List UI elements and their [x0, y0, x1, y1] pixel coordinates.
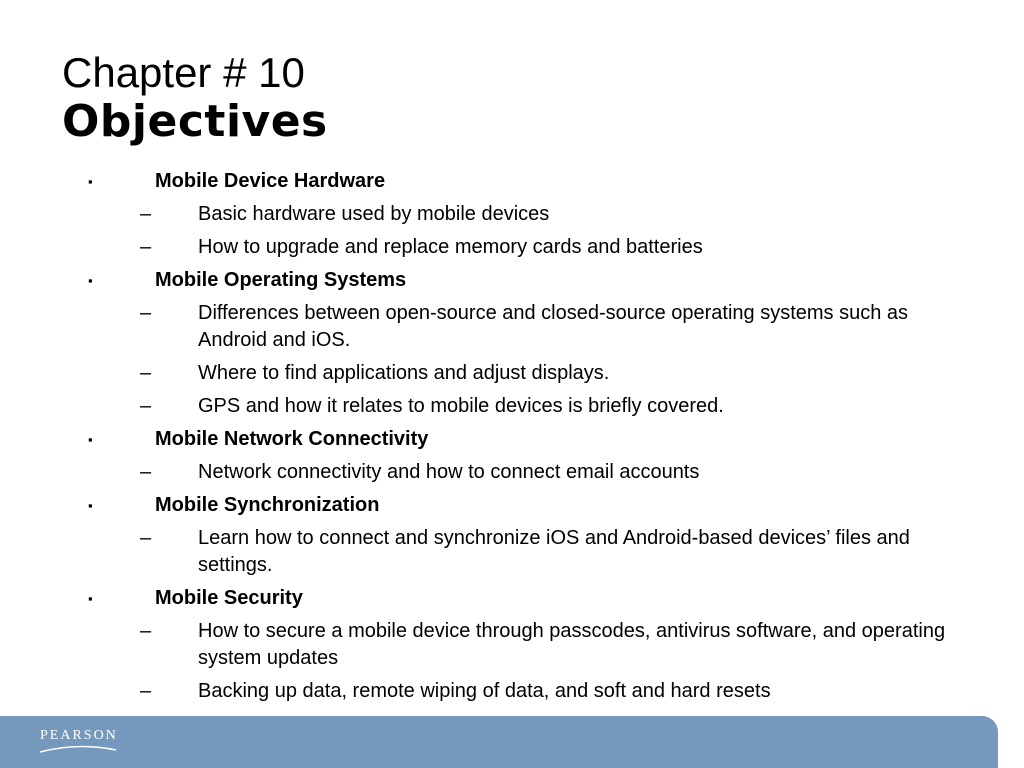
dash-bullet-icon: – [140, 527, 152, 549]
point-item [0, 300, 1024, 354]
point-item [0, 678, 1024, 705]
square-bullet-icon: ▪ [88, 273, 93, 288]
dash-bullet-icon: – [140, 362, 152, 384]
point-text: Differences between open-source and closed-source operating systems such as Android and iOS. [198, 302, 909, 351]
dash-bullet-icon: – [140, 236, 152, 258]
point-item [0, 525, 1024, 579]
dash-bullet-icon: – [140, 302, 152, 324]
topic-item [0, 492, 1024, 519]
point-text: How to secure a mobile device through passcodes, antivirus software, and operating system updates [198, 620, 946, 669]
objectives-list [0, 168, 1024, 711]
dash-bullet-icon: – [140, 461, 152, 483]
footer-bar [0, 716, 998, 768]
square-bullet-icon: ▪ [88, 174, 93, 189]
topic-label: Mobile Security [155, 587, 303, 609]
point-text: Where to find applications and adjust displays. [198, 362, 610, 384]
topic-label: Mobile Operating Systems [155, 269, 407, 291]
topic-item [0, 426, 1024, 453]
slide-title-chapter: Chapter # 10 [62, 49, 305, 96]
dash-bullet-icon: – [140, 680, 152, 702]
point-item [0, 201, 1024, 228]
point-text: Network connectivity and how to connect email accounts [198, 461, 700, 483]
slide-title-objectives: Objectives [62, 96, 328, 147]
topic-label: Mobile Device Hardware [155, 170, 386, 192]
point-item [0, 618, 1024, 672]
pearson-logo: PEARSON [40, 728, 118, 743]
point-text: GPS and how it relates to mobile devices is briefly covered. [198, 395, 724, 417]
point-text: How to upgrade and replace memory cards and batteries [198, 236, 703, 258]
topic-item [0, 267, 1024, 294]
point-text: Backing up data, remote wiping of data, and soft and hard resets [198, 680, 771, 702]
dash-bullet-icon: – [140, 620, 152, 642]
point-item [0, 234, 1024, 261]
topic-item [0, 168, 1024, 195]
square-bullet-icon: ▪ [88, 432, 93, 447]
point-item [0, 360, 1024, 387]
dash-bullet-icon: – [140, 203, 152, 225]
logo-swoosh-icon [38, 744, 118, 754]
topic-item [0, 585, 1024, 612]
point-text: Learn how to connect and synchronize iOS and Android-based devices’ files and settings. [198, 527, 910, 576]
square-bullet-icon: ▪ [88, 591, 93, 606]
square-bullet-icon: ▪ [88, 498, 93, 513]
point-item [0, 459, 1024, 486]
topic-label: Mobile Network Connectivity [155, 428, 429, 450]
dash-bullet-icon: – [140, 395, 152, 417]
point-text: Basic hardware used by mobile devices [198, 203, 550, 225]
point-item [0, 393, 1024, 420]
topic-label: Mobile Synchronization [155, 494, 380, 516]
